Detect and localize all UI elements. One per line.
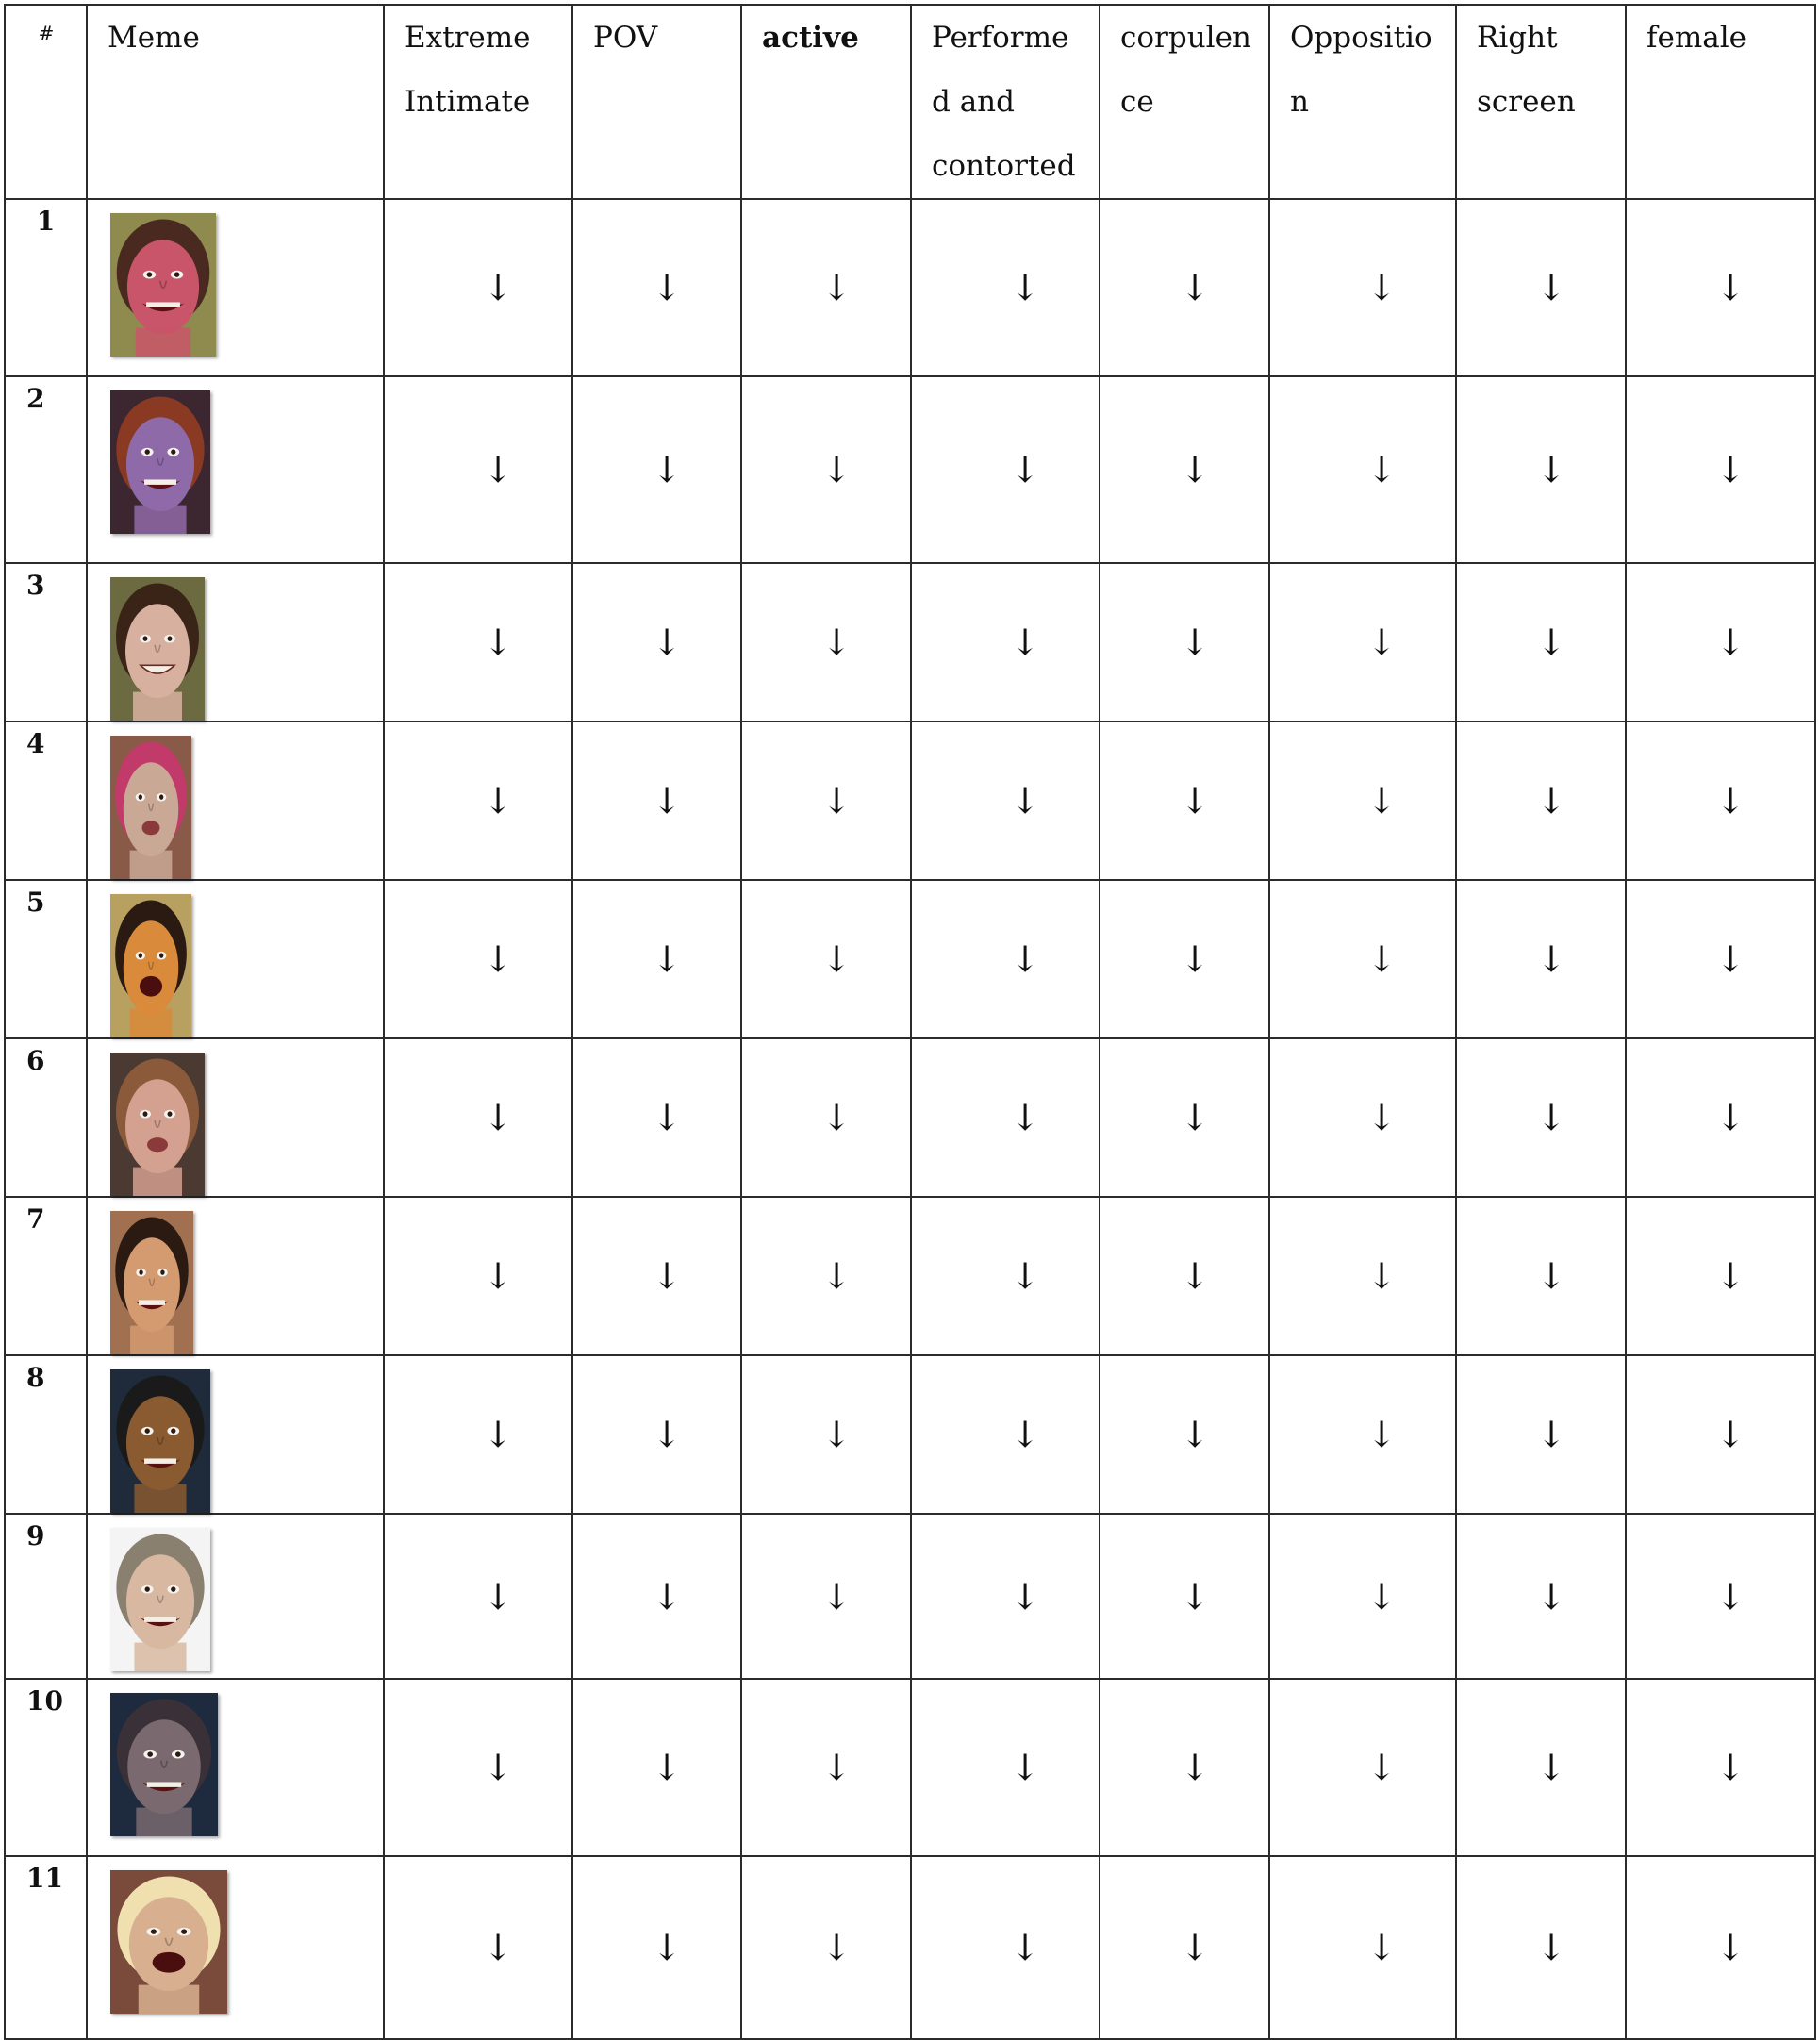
mark-right-screen: ↓ xyxy=(1456,1514,1626,1679)
meme-thumbnail xyxy=(110,1211,193,1354)
meme-face-image xyxy=(110,736,191,879)
header-line: contorted xyxy=(932,149,1076,183)
header-line: d and xyxy=(932,85,1015,119)
table-body xyxy=(5,199,1815,2039)
mark-right-screen: ↓ xyxy=(1456,1679,1626,1856)
mark-performed-contorted: ↓ xyxy=(911,199,1100,376)
mark-active: ↓ xyxy=(741,1679,911,1856)
meme-cell xyxy=(87,1856,384,2039)
mark-opposition: ↓ xyxy=(1269,376,1456,563)
mark-corpulence: ↓ xyxy=(1100,880,1269,1038)
mark-pov: ↓ xyxy=(572,1355,741,1514)
mark-corpulence: ↓ xyxy=(1100,1197,1269,1355)
meme-table xyxy=(4,4,1816,2040)
row-number: 8 xyxy=(5,1355,87,1514)
meme-face-image xyxy=(110,213,216,357)
mark-opposition: ↓ xyxy=(1269,1856,1456,2039)
table-row xyxy=(5,1856,1815,2039)
mark-active: ↓ xyxy=(741,1514,911,1679)
mark-opposition: ↓ xyxy=(1269,1038,1456,1197)
meme-face-image xyxy=(110,390,210,534)
mark-extreme-intimate: ↓ xyxy=(384,1856,572,2039)
mark-performed-contorted: ↓ xyxy=(911,563,1100,721)
meme-thumbnail xyxy=(110,736,191,879)
table-row xyxy=(5,563,1815,721)
mark-extreme-intimate: ↓ xyxy=(384,1514,572,1679)
mark-pov: ↓ xyxy=(572,1856,741,2039)
mark-extreme-intimate: ↓ xyxy=(384,1038,572,1197)
mark-opposition: ↓ xyxy=(1269,1197,1456,1355)
mark-female: ↓ xyxy=(1626,1038,1815,1197)
mark-female: ↓ xyxy=(1626,880,1815,1038)
header-row xyxy=(5,5,1815,199)
mark-right-screen: ↓ xyxy=(1456,1197,1626,1355)
mark-right-screen: ↓ xyxy=(1456,1355,1626,1514)
table-row xyxy=(5,1514,1815,1679)
header-line: screen xyxy=(1477,85,1576,119)
header-extreme-intimate xyxy=(384,5,572,199)
mark-female: ↓ xyxy=(1626,199,1815,376)
mark-extreme-intimate: ↓ xyxy=(384,1679,572,1856)
mark-extreme-intimate: ↓ xyxy=(384,1197,572,1355)
meme-face-image xyxy=(110,577,205,721)
mark-active: ↓ xyxy=(741,376,911,563)
meme-face-image xyxy=(110,1211,193,1354)
header-line: Extreme xyxy=(405,21,531,55)
mark-opposition: ↓ xyxy=(1269,199,1456,376)
meme-cell xyxy=(87,721,384,880)
mark-extreme-intimate: ↓ xyxy=(384,1355,572,1514)
row-number: 6 xyxy=(5,1038,87,1197)
header-line: ce xyxy=(1120,85,1154,119)
mark-female: ↓ xyxy=(1626,563,1815,721)
mark-female: ↓ xyxy=(1626,721,1815,880)
mark-pov: ↓ xyxy=(572,721,741,880)
header-hash xyxy=(5,5,87,199)
mark-opposition: ↓ xyxy=(1269,1355,1456,1514)
mark-performed-contorted: ↓ xyxy=(911,880,1100,1038)
mark-pov: ↓ xyxy=(572,199,741,376)
mark-performed-contorted: ↓ xyxy=(911,1197,1100,1355)
table-row xyxy=(5,376,1815,563)
meme-thumbnail xyxy=(110,577,205,721)
mark-performed-contorted: ↓ xyxy=(911,721,1100,880)
table-row xyxy=(5,1679,1815,1856)
mark-pov: ↓ xyxy=(572,1197,741,1355)
mark-pov: ↓ xyxy=(572,376,741,563)
mark-extreme-intimate: ↓ xyxy=(384,376,572,563)
mark-female: ↓ xyxy=(1626,1679,1815,1856)
meme-face-image xyxy=(110,1693,218,1836)
header-line: Oppositio xyxy=(1290,21,1432,55)
table-row xyxy=(5,1038,1815,1197)
row-number: 10 xyxy=(5,1679,87,1856)
header-meme xyxy=(87,5,384,199)
meme-cell xyxy=(87,199,384,376)
mark-opposition: ↓ xyxy=(1269,563,1456,721)
mark-right-screen: ↓ xyxy=(1456,563,1626,721)
mark-right-screen: ↓ xyxy=(1456,199,1626,376)
meme-cell xyxy=(87,1355,384,1514)
mark-corpulence: ↓ xyxy=(1100,1679,1269,1856)
meme-thumbnail xyxy=(110,1693,218,1836)
header-line: corpulen xyxy=(1120,21,1251,55)
row-number: 3 xyxy=(5,563,87,721)
mark-female: ↓ xyxy=(1626,1355,1815,1514)
header-pov xyxy=(572,5,741,199)
meme-cell xyxy=(87,1038,384,1197)
meme-thumbnail xyxy=(110,1870,227,2014)
mark-right-screen: ↓ xyxy=(1456,721,1626,880)
row-number: 5 xyxy=(5,880,87,1038)
table-row xyxy=(5,1355,1815,1514)
header-performed-contorted xyxy=(911,5,1100,199)
table-row xyxy=(5,1197,1815,1355)
mark-opposition: ↓ xyxy=(1269,1514,1456,1679)
meme-face-image xyxy=(110,1053,205,1196)
header-line: # xyxy=(38,22,55,44)
table-row xyxy=(5,199,1815,376)
meme-face-image xyxy=(110,1528,210,1671)
mark-corpulence: ↓ xyxy=(1100,376,1269,563)
mark-performed-contorted: ↓ xyxy=(911,376,1100,563)
mark-performed-contorted: ↓ xyxy=(911,1856,1100,2039)
header-corpulence xyxy=(1100,5,1269,199)
meme-thumbnail xyxy=(110,894,191,1037)
row-number: 1 xyxy=(5,199,87,376)
header-line: Right xyxy=(1477,21,1558,55)
mark-active: ↓ xyxy=(741,1197,911,1355)
mark-right-screen: ↓ xyxy=(1456,880,1626,1038)
mark-female: ↓ xyxy=(1626,1197,1815,1355)
mark-extreme-intimate: ↓ xyxy=(384,880,572,1038)
mark-female: ↓ xyxy=(1626,376,1815,563)
mark-right-screen: ↓ xyxy=(1456,376,1626,563)
meme-thumbnail xyxy=(110,1053,205,1196)
meme-cell xyxy=(87,1197,384,1355)
mark-right-screen: ↓ xyxy=(1456,1038,1626,1197)
meme-thumbnail xyxy=(110,1369,210,1513)
mark-pov: ↓ xyxy=(572,1038,741,1197)
meme-cell xyxy=(87,563,384,721)
row-number: 11 xyxy=(5,1856,87,2039)
row-number: 2 xyxy=(5,376,87,563)
header-right-screen xyxy=(1456,5,1626,199)
meme-cell xyxy=(87,1679,384,1856)
header-active xyxy=(741,5,911,199)
header-line: n xyxy=(1290,85,1309,119)
header-line: active xyxy=(762,21,859,55)
row-number: 9 xyxy=(5,1514,87,1679)
mark-female: ↓ xyxy=(1626,1856,1815,2039)
mark-pov: ↓ xyxy=(572,1679,741,1856)
mark-corpulence: ↓ xyxy=(1100,563,1269,721)
row-number: 7 xyxy=(5,1197,87,1355)
meme-cell xyxy=(87,880,384,1038)
mark-performed-contorted: ↓ xyxy=(911,1514,1100,1679)
mark-corpulence: ↓ xyxy=(1100,1856,1269,2039)
header-line: Meme xyxy=(108,21,200,55)
header-line: POV xyxy=(593,21,658,55)
header-line: female xyxy=(1646,21,1746,55)
mark-performed-contorted: ↓ xyxy=(911,1355,1100,1514)
mark-active: ↓ xyxy=(741,1038,911,1197)
mark-opposition: ↓ xyxy=(1269,1679,1456,1856)
header-line: Performe xyxy=(932,21,1069,55)
mark-extreme-intimate: ↓ xyxy=(384,721,572,880)
mark-pov: ↓ xyxy=(572,563,741,721)
mark-active: ↓ xyxy=(741,721,911,880)
meme-thumbnail xyxy=(110,390,210,534)
header-opposition xyxy=(1269,5,1456,199)
mark-performed-contorted: ↓ xyxy=(911,1679,1100,1856)
mark-pov: ↓ xyxy=(572,1514,741,1679)
table-row xyxy=(5,721,1815,880)
mark-corpulence: ↓ xyxy=(1100,721,1269,880)
mark-performed-contorted: ↓ xyxy=(911,1038,1100,1197)
meme-face-image xyxy=(110,894,191,1037)
mark-corpulence: ↓ xyxy=(1100,1514,1269,1679)
meme-face-image xyxy=(110,1870,227,2014)
header-line: Intimate xyxy=(405,85,531,119)
mark-active: ↓ xyxy=(741,563,911,721)
mark-opposition: ↓ xyxy=(1269,880,1456,1038)
mark-right-screen: ↓ xyxy=(1456,1856,1626,2039)
mark-corpulence: ↓ xyxy=(1100,1038,1269,1197)
meme-thumbnail xyxy=(110,1528,210,1671)
meme-face-image xyxy=(110,1369,210,1513)
mark-opposition: ↓ xyxy=(1269,721,1456,880)
mark-active: ↓ xyxy=(741,199,911,376)
mark-active: ↓ xyxy=(741,1355,911,1514)
header-female xyxy=(1626,5,1815,199)
mark-extreme-intimate: ↓ xyxy=(384,563,572,721)
mark-active: ↓ xyxy=(741,1856,911,2039)
mark-female: ↓ xyxy=(1626,1514,1815,1679)
meme-thumbnail xyxy=(110,213,216,357)
mark-pov: ↓ xyxy=(572,880,741,1038)
meme-cell xyxy=(87,376,384,563)
mark-active: ↓ xyxy=(741,880,911,1038)
mark-corpulence: ↓ xyxy=(1100,199,1269,376)
mark-corpulence: ↓ xyxy=(1100,1355,1269,1514)
mark-extreme-intimate: ↓ xyxy=(384,199,572,376)
row-number: 4 xyxy=(5,721,87,880)
table-row xyxy=(5,880,1815,1038)
meme-cell xyxy=(87,1514,384,1679)
